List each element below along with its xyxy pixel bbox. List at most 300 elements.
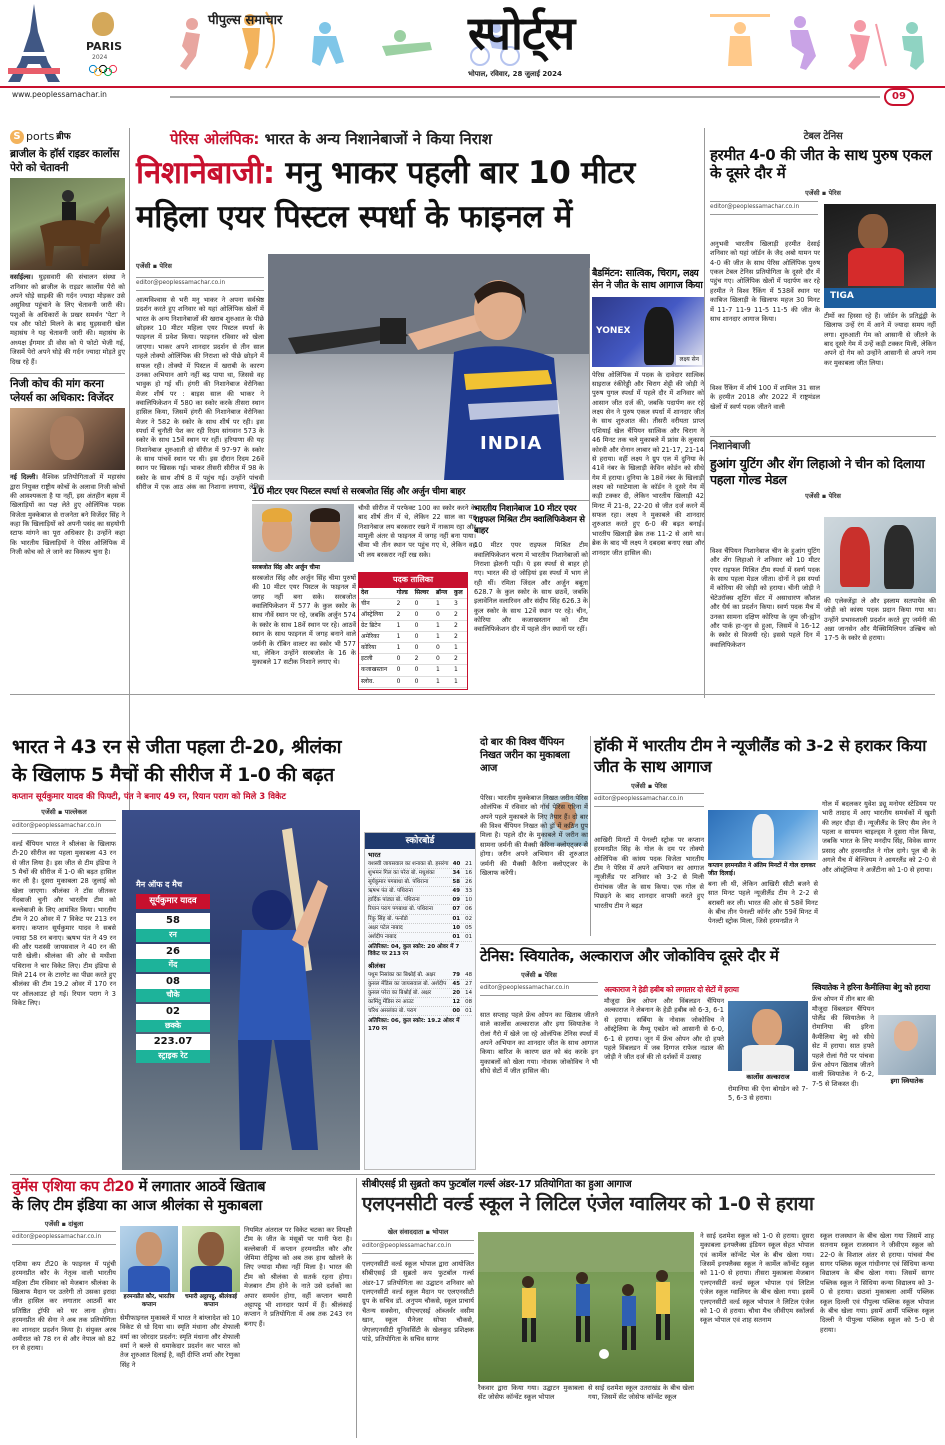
scorecard-batter: कुसल मेंडिस का जायसवाल बो. अर्शदीप [368, 980, 447, 987]
sg-headline: हुआंग युटिंग और शेंग लिहाओ ने चीन को दिलाया पहला गोल्ड मेडल [710, 455, 925, 487]
scorecard-runs: 10 [452, 924, 460, 931]
scorecard-balls: 27 [465, 980, 472, 987]
harmeet-photo [824, 204, 936, 308]
section-divider-2 [10, 1174, 935, 1175]
motm-card [136, 880, 210, 1065]
pictogram-tennis [902, 22, 924, 70]
player-1 [522, 1276, 536, 1342]
medal-count: 2 [413, 654, 434, 665]
scorecard-row [368, 1007, 472, 1016]
lead-headline-text1: मनु भाकर पहली बार 10 मीटर [285, 155, 635, 191]
scorecard-batter: रियान पराग पगबाधा बो. पथिराना [368, 906, 434, 913]
football-rule [356, 1178, 357, 1438]
scorecard-runs: 79 [452, 971, 460, 978]
medal-count: 2 [452, 654, 467, 665]
wa-email[interactable]: editor@peoplessamachar.co.in [12, 1231, 116, 1245]
dateline: भोपाल, रविवार, 28 जुलाई 2024 [468, 70, 562, 78]
scorecard-runs: 34 [452, 870, 460, 877]
swiatek-face [894, 1021, 918, 1051]
scorecard-batter: पथुम निसांका का बिश्नोई बो. अक्षर [368, 971, 436, 978]
scorecard-row [368, 980, 472, 989]
medal-count: 1 [395, 632, 413, 643]
cricket-headline-2: के खिलाफ 5 मैचों की सीरीज में 1-0 की बढ़त [12, 764, 334, 786]
lakshya-sen-caption: लक्ष्य सेन [676, 355, 702, 365]
medal-col-total: कुल [452, 588, 467, 599]
scorecard-title: स्कोरबोर्ड [365, 833, 475, 849]
scorecard-batter: रिंकू सिंह बो. फर्नांडो [368, 915, 408, 922]
wa-byline: एजेंसी ▪ दांबुला [44, 1219, 84, 1228]
badminton-banner: YONEX [596, 325, 631, 336]
motm-stat-value: 02 [136, 1004, 210, 1020]
wa-body3: नियमित अंतराल पर विकेट चटका कर विपक्षी टीम के जीत के मंसूबों पर पानी फेरा है। बल्लेबाजी में कप्तान हरमनप्रीत कौर और जेमिमा रोड्रिग्स को अब तक हाथ खोलने के लिए ज्यादा मौका नहीं मिला है। भारत की टीम को श्रीलंका से सतर्क रहना होगा। मेजबान टीम होने के नाते उसे दर्शकों का अपार समर्थन होगा, वहीं कप्तान चमारी अट्टापट्टू भी शानदार फार्म में हैं। श्रीलंकाई कप्तान ने प्रतियोगिता में अब तक 243 रन बनाए हैं। [244, 1226, 352, 1328]
pictogram-weightlifter [710, 14, 770, 66]
sarabjot-body2: चौथी सीरीज में परफेक्ट 100 का स्कोर करने के बाद शीर्ष तीन में थे, लेकिन 22 साल का यह निशानेबाज लय बरकरार रखने में नाकाम रहा और मामूली अंतर से फाइनल में जगह नहीं बना पाया। चीमा भी तीन स्थान पर पहुंच गए थे, लेकिन वह भी लय बरकरार नहीं रख सके। [358, 504, 476, 559]
wa-caption1: हरमनप्रीत कौर, भारतीय कप्तान [123, 1294, 175, 1308]
eiffel-tower-icon [4, 2, 64, 84]
motm-stat-label: छक्के [136, 1020, 210, 1033]
badminton-story [592, 268, 704, 608]
pictogram-swimmer [382, 30, 432, 56]
boxing-headline: दो बार की विश्व चैंपियन निखत जरीन का मुकाबला आज [480, 737, 570, 774]
brief-item1-place: वर्साईल्स। [10, 273, 34, 282]
medal-count: 1 [434, 676, 452, 687]
medal-count: 3 [452, 598, 467, 609]
medal-count: 0 [413, 609, 434, 620]
hockey-story [594, 736, 936, 936]
medal-country: कोरिया [359, 643, 395, 654]
medal-count: 0 [413, 643, 434, 654]
scorecard-balls: 14 [465, 989, 472, 996]
brief-logo-suffix: ब्रीफ [56, 131, 71, 142]
scorecard-row [368, 896, 472, 905]
womens-asia-story [12, 1178, 352, 1438]
tt-headline: हरमीत 4-0 की जीत के साथ पुरुष एकल के दूसरे दौर में [710, 145, 932, 183]
scorecard-row [368, 924, 472, 933]
athapaththu-photo [182, 1226, 240, 1292]
scorecard-batter: सूर्यकुमार पगबाधा बो. पथिराना [368, 879, 429, 886]
sarabjot-turban [262, 508, 292, 522]
football-body2: से साई दशमेश स्कूल उतराखंड के बीच खेला गया, जिसमें सेंट जोसेफ कॉन्वेंट स्कूल [588, 1384, 694, 1402]
rifle-team-headline: भारतीय निशानेबाज 10 मीटर एयर राइफल मिश्रित टीम क्वालिफिकेशन से बाहर [474, 504, 585, 537]
lead-kicker [170, 130, 690, 148]
medal-count: 1 [395, 643, 413, 654]
medal-row [359, 676, 467, 687]
medal-count: 0 [413, 632, 434, 643]
medal-row [359, 621, 467, 632]
wa-headline-rest: में लगातार आठवें खिताब [138, 1179, 266, 1195]
cricket-body: वर्ल्ड चैंपियन भारत ने श्रीलंका के खिलाफ टी-20 सीरीज का पहला मुकाबला 43 रन से जीत लिया है। इस जीत से टीम इंडिया ने 5 मैचों की सीरीज में 1-0 की बढ़त हासिल कर ली है। दूसरा मुकाबला 28 जुलाई को खेला जाएगा। श्रीलंका ने टॉस जीतकर गेंदबाजी चुनी और भारतीय टीम को बल्लेबाजी के लिए आमंत्रित किया। भारतीय टीम ने 20 ओवर में 7 विकेट पर 213 रन बनाए। कप्तान सूर्यकुमार यादव ने सबसे ज्यादा 58 रन बनाए। ऋषभ पंत ने 49 रन की और यशस्वी जायसवाल ने 40 रन की पारी खेली। श्रीलंका की ओर से मथीशा पथिराना ने चार विकेट लिए। टीम इंडिया से मिले 214 रन के टारगेट का पीछा करते हुए श्रीलंका की टीम 19.2 ओवर में 170 रन पर ऑलआउट हो गई। रियान पराग ने 3 विकेट लिए। [12, 840, 116, 1008]
scorecard-row [368, 998, 472, 1007]
lead-body: आत्मविश्वास से भरी मनु भाकर ने अपना सर्वश्रेष्ठ प्रदर्शन करते हुए शनिवार को यहां ओलिंपिक खेलों में भारत के अन्य निशानेबाजों की खराब शुरुआत के पीछे छोड़कर 10 मीटर महिला एयर पिस्टल स्पर्धा के फाइनल में प्रवेश किया। फाइनल रविवार को खेला जाएगा। भाकर अपने शानदार प्रदर्शन से तीन साल पहले तोक्यो ओलिंपिक की निराशा को पीछे छोड़ने में सफल रही। तोक्यो में पिस्टल में खराबी के कारण उनका अभियान आगे नहीं बढ़ पाया था, जिससे वह भावुक हो गई थीं। हंगरी की निशानेबाज वेरोनिका मेजर शीर्ष पर : बाइस साल की भाकर ने क्वालिफिकेशन में 580 का स्कोर करके तीसरा स्थान हासिल किया, जिसमें हंगरी की निशानेबाज वेरोनिका मेजर ने 582 के स्कोर के साथ शीर्ष पर रही। इस स्पर्धा में चुनौती पेश कर रही रिदम सांगवान 573 के स्कोर के साथ 15वें स्थान पर रहीं। हरियाणा की यह निशानेबाज शुरुआती दो सीरीज में 97-97 के स्कोर के साथ पांचवें स्थान पर थी। इस दौरान रिदम 26वें स्थान पर खिसक गई। भाकर तीसरी सीरीज में 98 के स्कोर के साथ शीर्ष 8 में पहुंच गई। उन्होंने पांचवी सीरीज में एक आठ अंक का निशाना लगाया, लेकिन [136, 296, 264, 492]
medal-col-gold: गोल्ड [395, 588, 413, 599]
scorecard-row [368, 971, 472, 980]
medal-row [359, 643, 467, 654]
scorecard-row [368, 869, 472, 878]
harmanpreet-face [136, 1232, 162, 1266]
hockey-headline: हॉकी में भारतीय टीम ने न्यूजीलैंड को 3-2 से हराकर किया जीत के साथ आगाज [594, 736, 927, 776]
wa-headline-2: के लिए टीम इंडिया का आज श्रीलंका से मुकाबला [12, 1197, 263, 1214]
scorecard-batter: हार्दिक पांड्या बो. पथिराना [368, 897, 420, 904]
brief-column-rule [129, 128, 130, 828]
paris-wordmark: PARIS [86, 40, 123, 53]
motm-label: मैन ऑफ द मैच [136, 880, 183, 889]
medal-count: 0 [395, 676, 413, 687]
medal-count: 2 [395, 598, 413, 609]
alcaraz-photo [728, 1001, 808, 1071]
olympic-rings-icon [88, 64, 118, 76]
lead-kicker-label: पेरिस ओलंपिक: [170, 130, 260, 148]
tt-byline: एजेंसी ▪ पेरिस [805, 189, 841, 197]
medal-col-country: देश [359, 588, 395, 599]
scorecard-runs: 01 [452, 915, 460, 922]
medal-count: 2 [452, 621, 467, 632]
tt-body: अनुभवी भारतीय खिलाड़ी हरमीत देसाई शनिवार को यहां जॉर्डन के जैद अबो यामन पर 4-0 की जीत के साथ पेरिस ओलिंपिक पुरुष एकल टेबल टेनिस प्रतियोगिता के दूसरे दौर में पहुंच गए। ओलिंपिक खेलों में पदार्पण कर रहे हरमीत ने विश्व रैंकिंग में 538वें स्थान पर काबिज खिलाड़ी के खिलाफ महज 30 मिनट में 11-7 11-9 11-5 11-5 की जीत के साथ शानदार आगाज किया। [710, 240, 820, 323]
hockey-rule [590, 736, 591, 936]
hockey-player-figure [752, 814, 774, 858]
medal-count: 1 [395, 621, 413, 632]
football-body: एलएनसीटी वर्ल्ड स्कूल भोपाल द्वारा आयोजित सीबीएसई प्री सुब्रतो कप फुटबॉल गर्ल्स अंडर-17 प्रतियोगिता का उद्घाटन शनिवार को एलएनसीटी वर्ल्ड स्कूल मैदान पर एलएनसीटी ग्रुप के सचिव डॉ. अनुपम चौकसे, स्कूल प्राचार्य चैतन्य सक्सेना, सीएचएसई ऑब्जर्वर वसीम खान, स्कूल मैनेजर सोफा चौकसे, जेएलएनसीटी यूनिवर्सिटी के खेलकुद प्रशिक्षक पांडे, प्रतियोगिता के सचिव सागर [362, 1260, 474, 1343]
scorecard-balls: 02 [465, 915, 472, 922]
medal-count: 1 [434, 632, 452, 643]
sg-kicker: निशानेबाजी [710, 441, 750, 452]
horse-rider-photo [10, 178, 125, 270]
tennis-sub1-title: अल्काराज ने हेडी हबीब को लगातार दो सेटों में हराया [604, 985, 739, 994]
scorecard-balls: 48 [465, 971, 472, 978]
motm-stat [136, 944, 210, 972]
medal-country: चीन [359, 598, 395, 609]
medal-table-title: पदक तालिका [359, 573, 467, 588]
paper-name-text: पीपुल्स समाचार [208, 13, 283, 28]
scorecard-batter: कुसल परेरा का बिश्नोई बो. अक्षर [368, 989, 432, 996]
scorecard-batter: ऋषभ पंत बो. पथिराना [368, 888, 413, 895]
paris-year: 2024 [92, 54, 108, 61]
medal-row [359, 654, 467, 665]
rifle-team-body: 10 मीटर एयर राइफल मिश्रित टीम क्वालिफिकेशन चरण में भारतीय निशानेबाजों को निराशा झेलनी पड़ी। ये इस स्पर्धा से बाहर हो गए। भारत की दो जोड़ियां इस स्पर्धा में भाग ले रही थीं। रमिता जिंदल और अर्जुन बबूता 628.7 के कुल स्कोर के साथ छठवें, जबकि इलावेनिल वलारिवन और संदीप सिंह 626.3 के कुल स्कोर के साथ 12वें स्थान पर रहे। चीन, कोरिया और कजाखस्तान को टीम क्वालिफिकेशन दौर में पहले तीन स्थानों पर रहीं। [474, 541, 588, 634]
lakshya-figure [644, 307, 674, 365]
brief-item2-title: निजी कोच की मांग करना प्लेयर्स का अधिकार: विजेंदर [10, 377, 114, 404]
tennis-sub1-body: मौजूदा फ्रेंच ओपन और विंबलडन चैंपियन अल्काराज ने लेबनान के हेडी हबीब को 6-3, 6-1 से हराया। सर्बिया के नोवाक जोकोविच ने ऑस्ट्रेलिया के मैथ्यू एबडेन को आसानी से 6-0, 6-1 से हराया। जून में फ्रेंच ओपन और दो हफ्ते पहले विंबलडन में जब दिग्गज राफेल नडाल की जोड़ी ने जीत दर्ज की तो दर्शकों में उत्साह [604, 997, 724, 1062]
motm-name: सूर्यकुमार यादव [136, 894, 210, 909]
scorecard-row [368, 887, 472, 896]
scorecard-runs: 49 [452, 888, 460, 895]
medal-count: 1 [434, 621, 452, 632]
football-email[interactable]: editor@peoplessamachar.co.in [362, 1240, 474, 1254]
sg-byline: एजेंसी ▪ पेरिस [805, 492, 841, 500]
scorecard-balls: 01 [465, 933, 472, 940]
sg-body: विश्व चैंपियन निशानेबाज चीन के हुआंग युटिंग और शेंग लिहाओ ने शनिवार को 10 मीटर एयर राइफल मिश्रित टीम स्पर्धा में स्वर्ण पदक के साथ पहला मेडल जीता। दोनों ने इस स्पर्धा में कोरिया की जोड़ी को हराया। चीनी जोड़ी ने चेटेउरॉक्स शूटिंग सेंटर में असाधारण कौशल और धैर्य का प्रदर्शन किया। स्वर्ण पदक मैच में उनका सामना दक्षिण कोरिया के जुम जी-ह्योन और पार्क हा-जुन से हुआ, जिसमें वे 16-12 के स्कोर से विजयी रहे। इससे पहले दिन में क्वालिफिकेशन [710, 547, 820, 649]
wa-headline-1 [12, 1178, 352, 1197]
football-story [362, 1178, 936, 1440]
medal-count: 2 [452, 609, 467, 620]
motm-stat [136, 1004, 210, 1032]
medal-count: 0 [395, 665, 413, 676]
boxing-story [480, 736, 588, 936]
scorecard-batter: अक्षर पटेल नाबाद [368, 924, 403, 931]
alcaraz-shirt [742, 1045, 794, 1071]
medal-country: अमेरिका [359, 632, 395, 643]
lead-email[interactable]: editor@peoplessamachar.co.in [136, 277, 264, 291]
manu-jersey-label: INDIA [480, 433, 543, 454]
medal-count: 1 [434, 665, 452, 676]
scorecard-balls: 10 [465, 897, 472, 904]
football-headline: एलएनसीटी वर्ल्ड स्कूल ने लिटिल एंजेल ग्वालियर को 1-0 से हराया [362, 1192, 814, 1215]
football-byline-block [362, 1228, 474, 1254]
tennis-story [480, 944, 936, 1170]
medal-table-body [359, 598, 467, 687]
cricket-byline: एजेंसी ▪ पाल्लेकल [41, 808, 87, 816]
tt-body2: विश्व रैंकिंग में शीर्ष 100 में शामिल 31 साल के हरमीत 2018 और 2022 में राष्ट्रमंडल खेलों में स्वर्ण पदक जीतने वाली [710, 384, 820, 411]
harmanpreet-photo [120, 1226, 178, 1292]
suryakumar-photo [122, 810, 360, 1170]
motm-stat-label: चौके [136, 989, 210, 1002]
medal-country: ऑस्ट्रेलिया [359, 609, 395, 620]
vijender-face [50, 416, 84, 460]
sg-body2: की एलेक्जेंड्रा ले और इस्लाम सतपायेव की जोड़ी को कांस्य पदक प्रदान किया गया था। उन्होंने प्रभावशाली प्रदर्शन करते हुए जर्मनी की अन्ना जानसेन और मैक्सिमिलियन उल्ब्रिच को 17-5 के स्कोर से हराया। [824, 597, 936, 643]
tennis-sub2-body: फ्रेंच ओपन में तीन बार की मौजूदा विंबलडन चैंपियन पोलैंड की स्वियातेक ने रोमानिया की इरिना कैमीलिया बेगु को सीधे सेट में हराया। सात हफ्ते पहले रोलां गैरो पर पांचवा फ्रेंच ओपन खिताब जीतने वाली स्वियातेक ने 6-2, 7-5 से शिकस्त दी। [812, 995, 874, 1088]
medal-count: 0 [434, 609, 452, 620]
paris-logo [4, 2, 124, 84]
cricket-subhead: कप्तान सूर्यकुमार यादव की फिफ्टी, पंत ने बनाए 49 रन, रियान पराग को मिले 3 विकेट [12, 792, 286, 802]
horse-rider-icon [30, 186, 110, 270]
medal-col-bronze: ब्रॉन्ज [434, 588, 452, 599]
medal-col-silver: सिल्वर [413, 588, 434, 599]
scorecard-runs: 07 [452, 906, 460, 913]
football-photo-caption: रैकवार द्वारा किया गया। उद्घाटन मुकाबला सेंट जोसेफ कॉन्वेंट स्कूल भोपाल [478, 1384, 584, 1402]
lead-headline-line2: महिला एयर पिस्टल स्पर्धा के फाइनल में [136, 199, 572, 235]
motm-stat [136, 913, 210, 941]
medal-count: 0 [413, 598, 434, 609]
football-players-figure [478, 1232, 694, 1382]
brief-item2-text: वैश्विक प्रतियोगिताओं में महासंघ द्वारा नियुक्त राष्ट्रीय कोचों के अलावा निजी कोचों की आवश्यकता है या नहीं, इस अंतहीन बहस में खिलाड़ियों का पक्ष लेते हुए ओलिंपिक पदक विजेता मुक्केबाज से राजनेता बने विजेंदर सिंह ने कहा कि खिलाड़ियों को अपनी पसंद का सहयोगी स्टाफ मांगने का पूरा अधिकार है। उन्होंने कहा कि भारतीय खिलाड़ियों ने पेरिस ओलिंपिक में निजी कोच को ले जाने का विकल्प चुना है। [10, 473, 125, 557]
scorecard-balls: 26 [465, 879, 472, 886]
lakshya-sen-photo [592, 297, 704, 367]
lead-byline-block [136, 262, 264, 291]
medal-count: 1 [452, 676, 467, 687]
sarabjot-headline: 10 मीटर एयर पिस्टल स्पर्धा से सरबजोत सिंह और अर्जुन चीमा बाहर [252, 484, 590, 501]
swiatek-caption: इगा स्वियातेक [890, 1077, 924, 1085]
lead-headline-line1 [136, 156, 701, 192]
pictogram-hockey [848, 20, 886, 70]
football-byline: खेल संवाददाता ▪ भोपाल [387, 1228, 449, 1236]
paris-flame-icon [92, 12, 114, 36]
brief-divider [10, 373, 125, 374]
hockey-body2: बना ली थी, लेकिन आखिरी सीटी बजने से सात मिनट पहले न्यूजीलैंड टीम ने 2-2 से बराबरी कर ली। भारत की ओर से 58वें मिनट के बीच तीन पेनल्टी कॉर्नर और 59वें मिनट में पेनल्टी स्ट्रोक मिला, जिसे हरमनप्रीत ने [708, 880, 818, 926]
medal-row [359, 598, 467, 609]
wa-headline-red: वुमेंस एशिया कप टी20 [12, 1179, 134, 1195]
medal-count: 1 [452, 643, 467, 654]
motm-stat [136, 1034, 210, 1062]
medal-table-header [359, 588, 467, 599]
pictogram-dancer [790, 16, 816, 70]
scorecard-team2: श्रीलंका [368, 961, 386, 970]
medal-count: 2 [452, 632, 467, 643]
scorecard-row [368, 905, 472, 914]
motm-stat-label: रन [136, 929, 210, 942]
brief-item1-text: घुड़सवारी की संचालन संस्था ने शनिवार को ब्राजील के राइडर कार्लोस पेरो को अपने घोड़े साइकी की गर्दन ज्यादा मोड़कर उसे असुविधा पहुंचाने के लिए चेतावनी जारी की। पशुओं के अधिकारों के प्रखर समर्थन 'पेटा' ने पत्र और फोटो मिलने के बाद घुड़सवारी खेल महासंघ ने यह चेतावनी जारी की। महासंघ के अध्यक्ष ईंगमार डी वोस को ये फोटो भेजी गई, जिसमें पेरो अपने घोड़े की गर्दन ज्यादा मोड़ते हुए दिख रहे हैं। [10, 273, 125, 366]
sports-brief [10, 128, 125, 830]
brief-logo-badge: S [10, 130, 24, 144]
medal-country: स्लोव. [359, 676, 395, 687]
scorecard [364, 832, 476, 1170]
website[interactable]: www.peoplessamachar.in [12, 90, 107, 99]
scorecard-balls: 08 [465, 999, 472, 1006]
player-4 [656, 1270, 670, 1340]
boxing-body: पेरिस। भारतीय मुक्केबाज निखत जरीन पेरिस ओलंपिक में रविवार को नॉर्थ पेरिस एरिना में अपने पहले मुकाबले के लिए तैयार हैं। दो बार की विश्व चैंपियन निखत को ड्रॉ में कठिन ग्रुप मिला है। पहले दौर के मुकाबले में जरीन का सामना जर्मनी की मैक्सी कैरिना क्लोएट्जर से होगा। जरीन अपने अभियान की शुरुआत जर्मनी की मैक्सी कैरिना क्लोएट्जर के खिलाफ करेंगी। [480, 794, 588, 877]
hockey-email[interactable]: editor@peoplessamachar.co.in [594, 793, 704, 807]
scorecard-row [368, 989, 472, 998]
alcaraz-face [752, 1009, 782, 1047]
brief-logo-text: ports [26, 129, 55, 143]
wa-caption2: चमारी अट्टापट्टू, श्रीलंकाई कप्तान [185, 1294, 237, 1308]
harmanpreet-shirt [128, 1266, 170, 1292]
tt-kicker: टेबल टेनिस [803, 131, 843, 142]
brief-logo [10, 128, 125, 146]
scorecard-runs: 09 [452, 897, 460, 904]
shooting-gold-story [710, 436, 936, 696]
scorecard-team1: भारत [368, 851, 381, 860]
medal-country: ग्रेट ब्रिटेन [359, 621, 395, 632]
scorecard-batter: शुभमन गिल का परेरा बो. मधुशंका [368, 870, 435, 877]
masthead [0, 0, 945, 88]
tt-email[interactable]: editor@peoplessamachar.co.in [710, 201, 818, 215]
brief-item1-body [10, 273, 125, 367]
tennis-headline: टेनिस: स्वियातेक, अल्काराज और जोकोविच दूसरे दौर में [480, 947, 779, 965]
arjun-hair [310, 508, 340, 522]
harmeet-face [858, 214, 888, 250]
cricket-email[interactable]: editor@peoplessamachar.co.in [12, 820, 116, 834]
wa-body: एशिया कप टी20 के फाइनल में पहुंची हरमनप्रीत कौर के नेतृत्व वाली भारतीय महिला टीम रविवार को मेजबान श्रीलंका के खिलाफ मैदान पर उतरेगी तो उसका इरादा जीत हासिल कर लगातार आठवीं बार प्रतिष्ठित ट्रॉफी को घर लाना होगा। हरमनप्रीत की सेना ने अब तक प्रतियोगिता का शानदार प्रदर्शन किया है। संयुक्त अरब अमीरात को 78 रन से और नेपाल को 82 रन से हराया। [12, 1260, 116, 1353]
medal-count: 0 [413, 676, 434, 687]
motm-stat-value: 26 [136, 944, 210, 960]
alcaraz-caption-note: रोमानिया की ऐना बोगडेन को 7-5, 6-3 से हराया। [728, 1085, 808, 1103]
athapaththu-shirt [190, 1266, 232, 1292]
motm-stat-label: स्ट्राइक रेट [136, 1050, 210, 1063]
football-kicker: सीबीएसई प्री सुब्रतो कप फुटबॉल गर्ल्स अंडर-17 प्रतियोगिता का हुआ आगाज [362, 1179, 632, 1190]
medal-count: 0 [434, 654, 452, 665]
motm-stat-value: 58 [136, 913, 210, 929]
scorecard-runs: 12 [452, 999, 460, 1006]
scorecard-row [368, 878, 472, 887]
medal-row [359, 632, 467, 643]
pictogram-runner [180, 18, 200, 70]
huang-figure [840, 527, 870, 587]
football-body4: स्कूल राजस्थान के बीच खेला गया जिसमें शाह सतनाम स्कूल राजस्थान ने जीवीएम स्कूल को 22-0 के विशाल अंतर से हराया। पांचवां मैच सागर पब्लिक स्कूल गांधीनगर एवं सिंधिया कन्या विद्यालय के बीच खेला गया। जिसमें सागर पब्लिक स्कूल ने सिंधिया कन्या विद्यालय को 3-0 से हराया। छठवां मुकाबला आर्मी पब्लिक स्कूल दिल्ली एवं पीपुल्स पब्लिक स्कूल भोपाल के बीच खेला गया। इसमें आर्मी पब्लिक स्कूल दिल्ली ने पीपुल्स पब्लिक स्कूल को 5-0 से हराया। [820, 1232, 934, 1334]
brief-item2-body [10, 473, 125, 557]
cricket-headline-1: भारत ने 43 रन से जीता पहला टी-20, श्रीलंका [12, 736, 342, 758]
motm-stat-value: 223.07 [136, 1034, 210, 1050]
manu-bhaker-photo [268, 254, 590, 480]
scorecard-team1-total: अतिरिक्त: 04, कुल स्कोर: 20 ओवर में 7 विकेट पर 213 रन [368, 943, 460, 958]
medal-count: 0 [395, 654, 413, 665]
football-body3: ने साई दशमेश स्कूल को 1-0 से हराया। दूसरा मुकाबला इनफ्लैक्स इंडियन स्कूल सेहत भोपाल एवं कार्मेल कॉन्वेंट भेल के बीच खेला गया। जिसमें इनफ्लैक्स स्कूल ने कार्मेल कॉन्वेंट स्कूल को 11-0 से हराया। तीसरा मुकाबला मेजबान एलएनसीटी वर्ल्ड स्कूल भोपाल एवं लिटिल एंजेल स्कूल ग्वालियर के बीच खेला गया। इसमें एलएनसीटी वर्ल्ड स्कूल भोपाल ने लिटिल एंजेल को 1-0 से हराया। चौथा मैच जीवीएम स्कॉलर्स स्कूल भोपाल एवं शाह सतनाम [700, 1232, 814, 1325]
motm-stat [136, 974, 210, 1002]
scorecard-runs: 45 [452, 980, 460, 987]
medal-count: 1 [452, 665, 467, 676]
wa-body2: सेमीफाइनल मुकाबले में भारत ने बांग्लादेश को 10 विकेट से धो दिया था। स्मृति मंधाना और शेफाली वर्मा का जोरदार प्रदर्शन: स्मृति मंधाना और शेफाली वर्मा ने बल्ले से धमाकेदार प्रदर्शन कर भारत को तेज शुरुआत दिलाई है, वहीं दीप्ति शर्मा और रेणुका सिंह ने [120, 1314, 240, 1369]
hockey-body: आखिरी मिनटों में पेनल्टी स्ट्रोक पर कप्तान हरमनप्रीत सिंह के गोल के दम पर तोक्यो ओलिंपिक की कांस्य पदक विजेता भारतीय टीम ने पेरिस में अपने अभियान का आगाज न्यूजीलैंड पर शनिवार को 3-2 से मिली रोमांचक जीत के साथ किया। एक गोल से पिछड़ने के बाद शानदार वापसी करते हुए भारतीय टीम ने बढ़त [594, 836, 704, 910]
medal-count: 0 [413, 621, 434, 632]
paper-name [208, 12, 282, 30]
tt-photo-brand: TIGA [830, 291, 854, 301]
scorecard-team2-total: अतिरिक्त: 06, कुल स्कोर: 19.2 ओवर में 170 रन [368, 1018, 460, 1032]
tennis-email[interactable]: editor@peoplessamachar.co.in [480, 982, 598, 996]
scorecard-team2-rows [368, 971, 472, 1017]
sheng-figure [884, 525, 914, 589]
scorecard-batter: चरिथ असलंका बो. पराग [368, 1008, 417, 1015]
harmeet-shirt [848, 248, 904, 286]
page-number: 09 [884, 88, 914, 106]
medal-count: 1 [434, 598, 452, 609]
player-2 [576, 1272, 590, 1342]
tennis-sub2-title: स्वियातेक ने हरिना कैमीलिया बेगु को हराया [812, 983, 930, 992]
scorecard-runs: 00 [452, 1008, 460, 1015]
scorecard-batter: यशस्वी जायसवाल का शनाका बो. हसरंगा [368, 860, 449, 867]
tennis-byline: एजेंसी ▪ पेरिस [521, 970, 557, 979]
scorecard-balls: 01 [465, 1008, 472, 1015]
swiatek-photo [878, 1015, 936, 1075]
pictogram-gymnast [312, 22, 344, 66]
motm-stat-value: 08 [136, 974, 210, 990]
section-divider-1 [10, 694, 935, 695]
medal-table [358, 572, 468, 690]
medal-country: इटली [359, 654, 395, 665]
scorecard-row [368, 915, 472, 924]
scorecard-balls: 21 [465, 860, 472, 867]
scorecard-runs: 20 [452, 989, 460, 996]
scorecard-balls: 16 [465, 870, 472, 877]
medal-country: कजाखस्तान [359, 665, 395, 676]
huang-sheng-photo [824, 517, 936, 593]
hockey-photo [708, 810, 818, 860]
scorecard-balls: 06 [465, 906, 472, 913]
sarabjot-body-main: सरबजोत सिंह और अर्जुन सिंह चीमा पुरुषों की 10 मीटर एयर पिस्टल के फाइनल में जगह नहीं बना सके। सरबजोत क्वालिफिकेशन में 577 के कुल स्कोर के साथ नौवें स्थान पर रहे, जबकि अर्जुन 574 के स्कोर के साथ 18वें स्थान पर रहे। आठवें स्थान के साथ फाइनल में जगह बनाने वाले जर्मनी के रॉबिन वाल्टर का स्कोर भी 577 था, लेकिन उन्होंने सरबजोत के 16 के मुकाबले 17 सटीक निशाने लगाए थे। [252, 574, 356, 667]
motm-stats [136, 913, 210, 1062]
medal-row [359, 665, 467, 676]
scorecard-runs: 40 [452, 860, 461, 867]
scorecard-team1-rows [368, 860, 472, 942]
medal-count: 0 [434, 643, 452, 654]
scorecard-balls: 05 [465, 924, 472, 931]
medal-table-grid [359, 588, 467, 688]
lead-byline: एजेंसी ▪ पेरिस [136, 262, 172, 270]
section-title: स्पोर्ट्स [468, 6, 575, 60]
football-ball-icon [599, 1349, 609, 1359]
lead-headline-prefix: निशानेबाजी: [136, 155, 275, 191]
rifle-team-story [474, 504, 588, 690]
scorecard-runs: 58 [452, 879, 460, 886]
header-divider-line [170, 96, 880, 98]
motm-stat-label: गेंद [136, 959, 210, 972]
brief-item2-place: नई दिल्ली। [10, 473, 39, 482]
football-photo [478, 1232, 694, 1382]
cricket-byline-block [12, 808, 116, 834]
badminton-headline: बैडमिंटन: सात्विक, चिराग, लक्ष्य सेन ने जीत के साथ आगाज किया [592, 268, 703, 292]
sarabjot-caption: सरबजोत सिंह और अर्जुन चीमा [252, 564, 320, 571]
player-3 [622, 1284, 636, 1350]
medal-count: 0 [413, 665, 434, 676]
hockey-photo-caption: कप्तान हरमनप्रीत ने अंतिम मिनटों में गोल दागकर जीत दिलाई। [708, 862, 816, 877]
tennis-body: सात सप्ताह पहले फ्रेंच ओपन का खिताब जीतने वाले कार्लोस अल्काराज और इगा स्वियातेक ने रोलां गैरो में खेले जा रहे ओलंपिक टेनिस स्पर्धा में अपने अभियान का शानदार जीत के साथ आगाज किया। बारिश के कारण छत को बंद करके इन मुकाबलों को खेला गया। नोवाक जोकोविच ने भी सीधे सेटों में जीत हासिल की। [480, 1011, 598, 1076]
scorecard-batter: कामिंदु मेंडिस रन आउट [368, 999, 414, 1006]
badminton-body: पेरिस ओलिंपिक में पदक के दावेदार सात्विक साइराज रंकीरेड्डी और चिराग शेट्टी की जोड़ी ने पुरुष युगल स्पर्धा में पहले दौर में शनिवार को आसान जीत दर्ज की, जबकि पदार्पण कर रहे लक्ष्य सेन ने पुरुष एकल स्पर्धा में शानदार जीत के साथ शुरुआत की। तीसरी वरीयता प्राप्त एशियाई खेल चैंपियन सात्विक और चिराग ने 46 मिनट तक चले मुकाबले में फ्रांस के लुकास कोरवी और रोनान लाबार को 21-17, 21-14 से हराया। वहीं लक्ष्य ने ग्रुप एल में दुनिया के 41वें नंबर के खिलाड़ी केविन कोर्डन को सीधे गेम में हराया। दुनिया के 18वें नंबर के खिलाड़ी लक्ष्य को ग्वाटेमाला के कॉर्डन ने दूसरे गेम में कड़ी टक्कर दी, लेकिन भारतीय खिलाड़ी 42 मिनट में 21-8, 22-20 से जीत दर्ज करने में सफल रहा। लक्ष्य ने मुकाबले की शानदार शुरुआत करते हुए 6-0 की बढ़त बनाई। भारतीय खिलाड़ी ब्रेक तक 11-2 से आगे था। ब्रेक के बाद भी लक्ष्य ने दबदबा बनाए रखा और शानदार जीत हासिल की। [592, 370, 704, 557]
scorecard-runs: 01 [452, 933, 460, 940]
scorecard-row [368, 933, 472, 942]
brief-item1-title: ब्राजील के हॉर्स राइडर कार्लोस पेरो को चेतावनी [10, 148, 120, 174]
hockey-body3: गोल में बदलकर युवेश ड्यू मनोयर स्टेडियम पर भारी तादाद में आए भारतीय समर्थकों में खुशी की लहर दौड़ा दी। न्यूजीलैंड के लिए सैम लेन ने पहला व सायमन चाइल्ड्स ने दूसरा गोल किया, जबकि भारत के लिए मनदीप सिंह, विवेक सागर प्रसाद और हरमनप्रीत ने गोल दागे। पूल बी के अगले मैच में बेल्जियम ने आयरलैंड को 2-0 से और ऑस्ट्रेलिया ने अर्जेंटीना को 1-0 से हराया। [822, 800, 936, 874]
right-column-rule [704, 128, 705, 698]
scorecard-batter: अर्शदीप नाबाद [368, 933, 397, 940]
alcaraz-caption: कार्लोस अल्काराज [746, 1073, 790, 1081]
